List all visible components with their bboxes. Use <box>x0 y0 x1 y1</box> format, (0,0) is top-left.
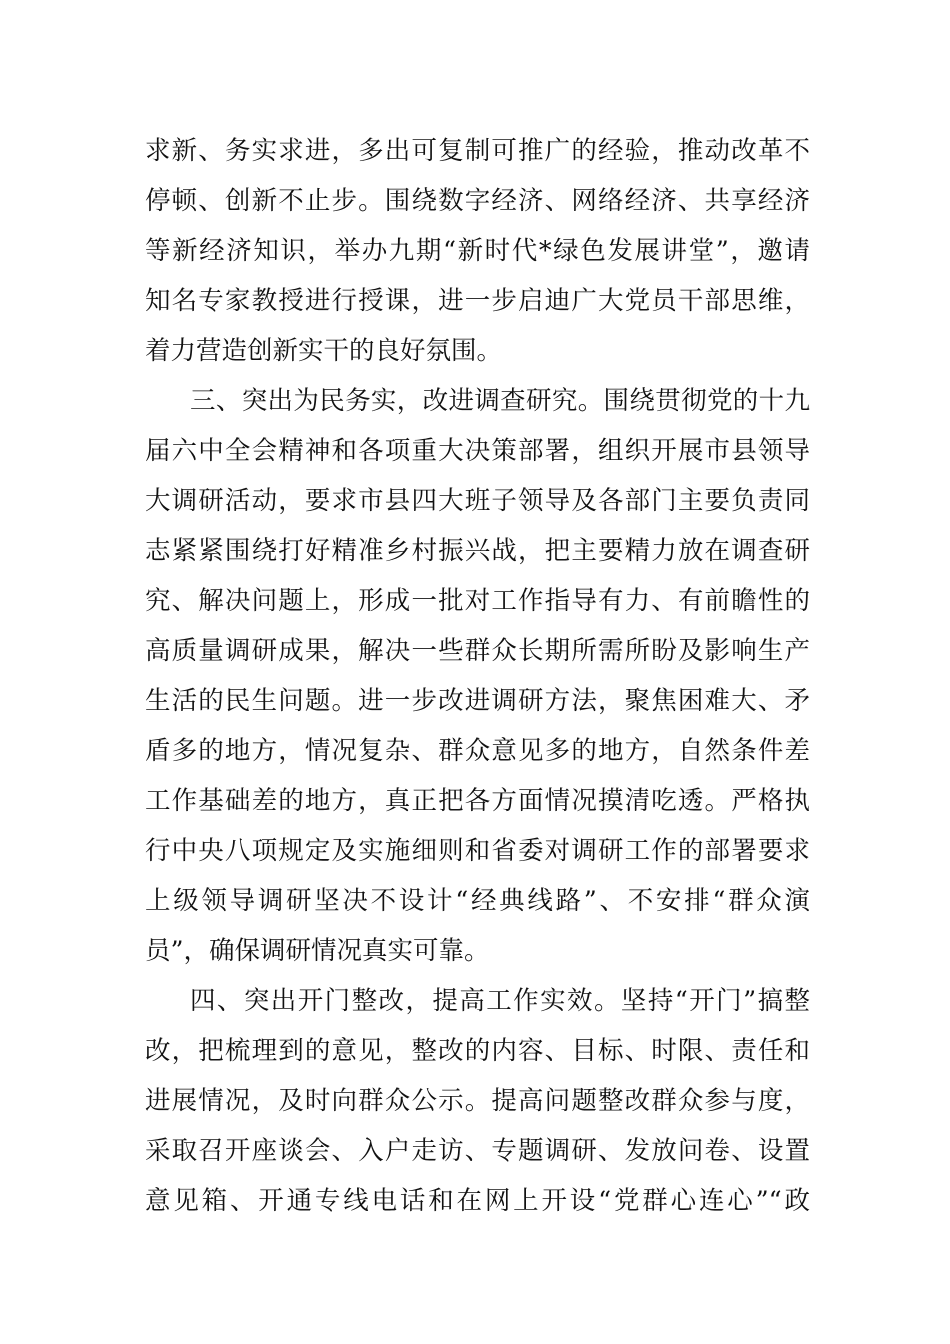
text-line: 求新、务实求进，多出可复制可推广的经验，推动改革不 <box>145 136 810 166</box>
text-line: 进展情况，及时向群众公示。提高问题整改群众参与度， <box>145 1086 810 1116</box>
text-line: 盾多的地方，情况复杂、群众意见多的地方，自然条件差 <box>145 736 810 766</box>
paragraph-heading-line: 四、突出开门整改，提高工作实效。坚持“开门”搞整 <box>190 986 810 1016</box>
text-line: 员”，确保调研情况真实可靠。 <box>145 936 490 966</box>
paragraph-heading-line: 三、突出为民务实，改进调查研究。围绕贯彻党的十九 <box>190 386 810 416</box>
text-line: 大调研活动，要求市县四大班子领导及各部门主要负责同 <box>145 486 810 516</box>
text-line: 高质量调研成果，解决一些群众长期所需所盼及影响生产 <box>145 636 810 666</box>
text-line: 等新经济知识，举办九期“新时代*绿色发展讲堂”，邀请 <box>145 236 810 266</box>
text-line: 改，把梳理到的意见，整改的内容、目标、时限、责任和 <box>145 1036 810 1066</box>
text-line: 着力营造创新实干的良好氛围。 <box>145 336 503 366</box>
text-line: 上级领导调研坚决不设计“经典线路”、不安排“群众演 <box>145 886 810 916</box>
text-line: 意见箱、开通专线电话和在网上开设“党群心连心”“政 <box>145 1186 810 1216</box>
text-line: 采取召开座谈会、入户走访、专题调研、发放问卷、设置 <box>145 1136 810 1166</box>
text-line: 生活的民生问题。进一步改进调研方法，聚焦困难大、矛 <box>145 686 810 716</box>
text-line: 行中央八项规定及实施细则和省委对调研工作的部署要求 <box>145 836 810 866</box>
text-line: 志紧紧围绕打好精准乡村振兴战，把主要精力放在调查研 <box>145 536 810 566</box>
text-line: 知名专家教授进行授课，进一步启迪广大党员干部思维， <box>145 286 810 316</box>
text-line: 停顿、创新不止步。围绕数字经济、网络经济、共享经济 <box>145 186 810 216</box>
text-line: 届六中全会精神和各项重大决策部署，组织开展市县领导 <box>145 436 810 466</box>
text-line: 究、解决问题上，形成一批对工作指导有力、有前瞻性的 <box>145 586 810 616</box>
text-line: 工作基础差的地方，真正把各方面情况摸清吃透。严格执 <box>145 786 810 816</box>
